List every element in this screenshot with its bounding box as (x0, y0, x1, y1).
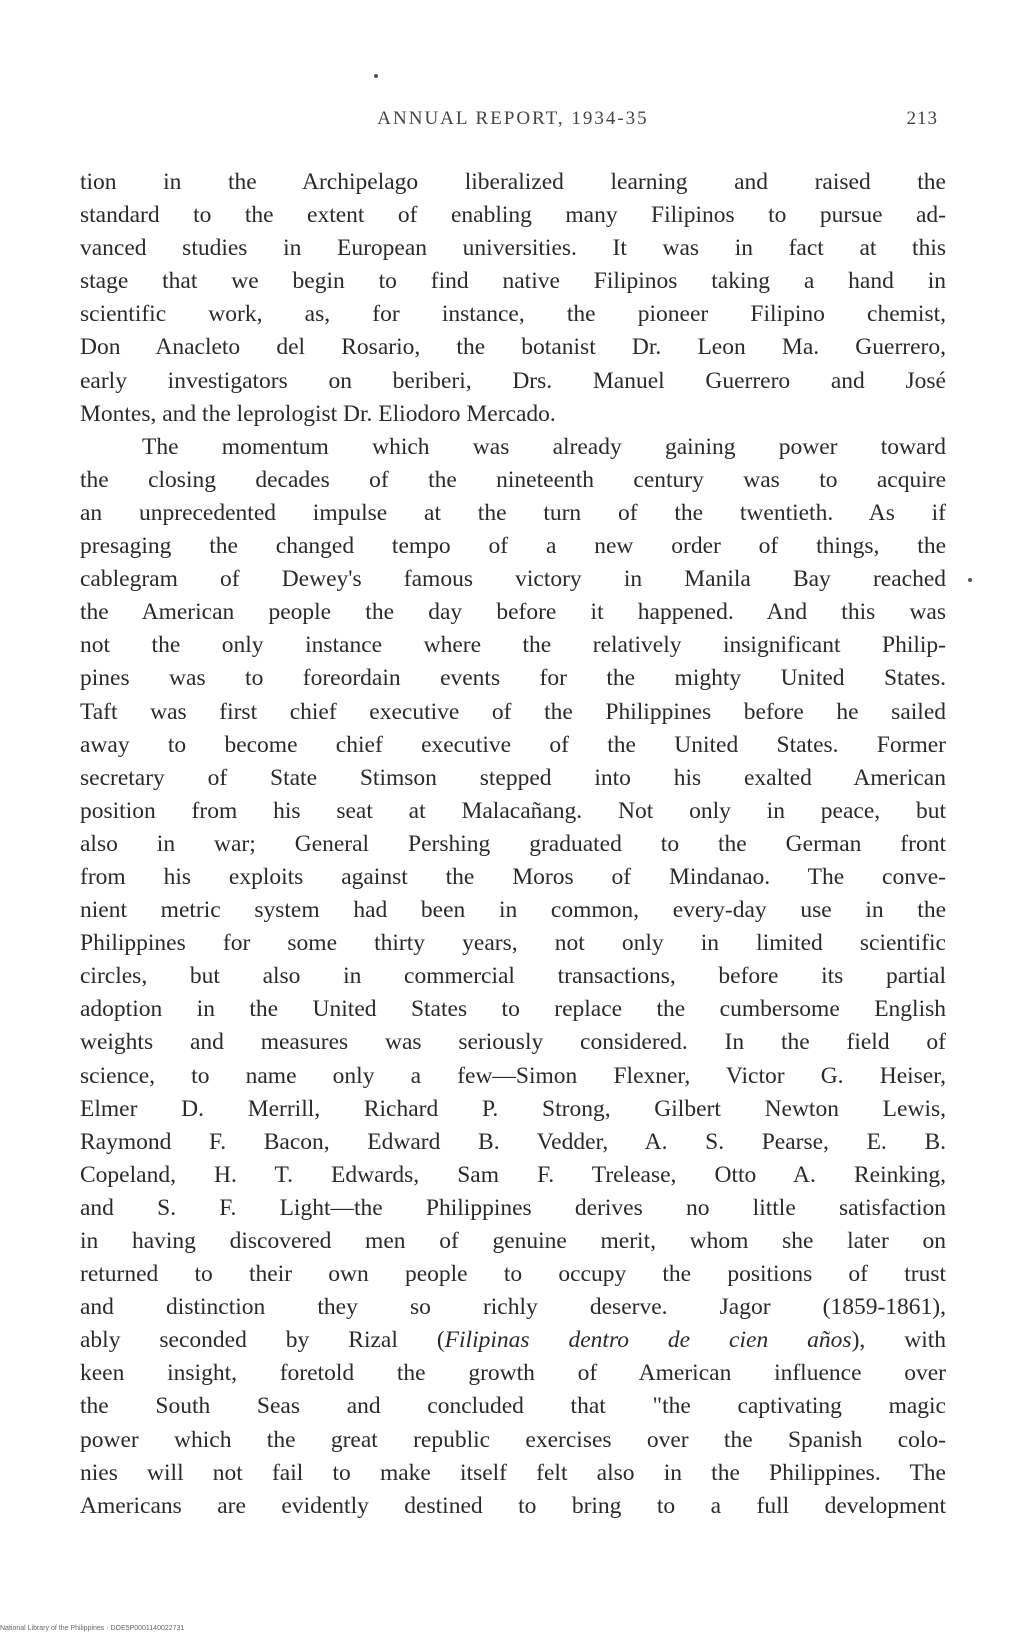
line-text-before-title: ably seconded by Rizal ( (80, 1327, 445, 1354)
running-title: ANNUAL REPORT, 1934-35 (377, 108, 649, 129)
scan-speck-right (968, 578, 972, 582)
paragraph-start-line: The momentum which was already gaining power toward (142, 433, 946, 460)
text-line: weights and measures was seriously considered. In the field of (80, 1029, 946, 1056)
text-line: in having discovered men of genuine merit, whom she later on (80, 1228, 946, 1254)
text-line: vanced studies in European universities. It was in fact at this (80, 235, 946, 262)
text-line: Philippines for some thirty years, not only in limited scientific (80, 930, 946, 957)
text-line: Raymond F. Bacon, Edward B. Vedder, A. S. Pearse, E. B. (80, 1128, 946, 1155)
text-line: and distinction they so richly deserve. Jagor (1859-1861), (80, 1294, 946, 1321)
text-line: Copeland, H. T. Edwards, Sam F. Trelease, Otto A. Reinking, (80, 1161, 946, 1188)
text-line: stage that we begin to find native Filipinos taking a hand in (80, 268, 946, 295)
text-line-with-italic-title (80, 1324, 946, 1357)
text-line: and S. F. Light—the Philippines derives no little satisfaction (80, 1194, 946, 1221)
scan-footer: National Library of the Philippines · DOE5P0001140022731 (0, 1625, 185, 1632)
text-line: also in war; General Pershing graduated to the German front (80, 830, 946, 857)
text-line: the closing decades of the nineteenth century was to acquire (80, 466, 946, 493)
text-line: presaging the changed tempo of a new order of things, the (80, 533, 946, 560)
text-line: away to become chief executive of the United States. Former (80, 731, 946, 758)
text-line: not the only instance where the relatively insignificant Philip- (80, 632, 946, 659)
text-line: scientific work, as, for instance, the pioneer Filipino chemist, (80, 301, 946, 328)
page-number: 213 (906, 108, 938, 129)
scan-speck-top (374, 74, 378, 78)
text-line: standard to the extent of enabling many Filipinos to pursue ad- (80, 202, 946, 229)
text-line: Elmer D. Merrill, Richard P. Strong, Gilbert Newton Lewis, (80, 1095, 946, 1122)
line-text-after-title: ), with (851, 1327, 946, 1354)
text-line: power which the great republic exercises over the Spanish colo- (80, 1426, 946, 1453)
text-line: early investigators on beriberi, Drs. Manuel Guerrero and José (80, 367, 946, 394)
text-line: returned to their own people to occupy the positions of trust (80, 1261, 946, 1288)
text-line: an unprecedented impulse at the turn of the twentieth. As if (80, 499, 946, 526)
paragraph-end-line: Montes, and the leprologist Dr. Eliodoro Mercado. (80, 400, 556, 427)
book-title: Filipinas dentro de cien años (444, 1327, 852, 1354)
text-line: nies will not fail to make itself felt also in the Philippines. The (80, 1459, 946, 1486)
text-line: cablegram of Dewey's famous victory in Manila Bay reached (80, 566, 946, 593)
text-line: the South Seas and concluded that "the captivating magic (80, 1393, 946, 1420)
text-line: circles, but also in commercial transactions, before its partial (80, 963, 946, 990)
text-line: secretary of State Stimson stepped into his exalted American (80, 764, 946, 791)
text-line: the American people the day before it happened. And this was (80, 599, 946, 626)
text-line: keen insight, foretold the growth of American influence over (80, 1360, 946, 1387)
text-line: adoption in the United States to replace the cumbersome English (80, 996, 946, 1023)
text-line: nient metric system had been in common, every-day use in the (80, 897, 946, 924)
text-line: from his exploits against the Moros of Mindanao. The conve- (80, 863, 946, 890)
text-line: tion in the Archipelago liberalized learning and raised the (80, 169, 946, 195)
page-header (0, 108, 1026, 138)
body-text (80, 166, 946, 1523)
text-line: position from his seat at Malacañang. Not only in peace, but (80, 797, 946, 824)
text-line: Don Anacleto del Rosario, the botanist Dr. Leon Ma. Guerrero, (80, 334, 946, 361)
text-line: Americans are evidently destined to bring to a full development (80, 1492, 946, 1519)
text-line: science, to name only a few—Simon Flexner, Victor G. Heiser, (80, 1062, 946, 1089)
text-line: pines was to foreordain events for the mighty United States. (80, 665, 946, 692)
text-line: Taft was first chief executive of the Philippines before he sailed (80, 698, 946, 725)
